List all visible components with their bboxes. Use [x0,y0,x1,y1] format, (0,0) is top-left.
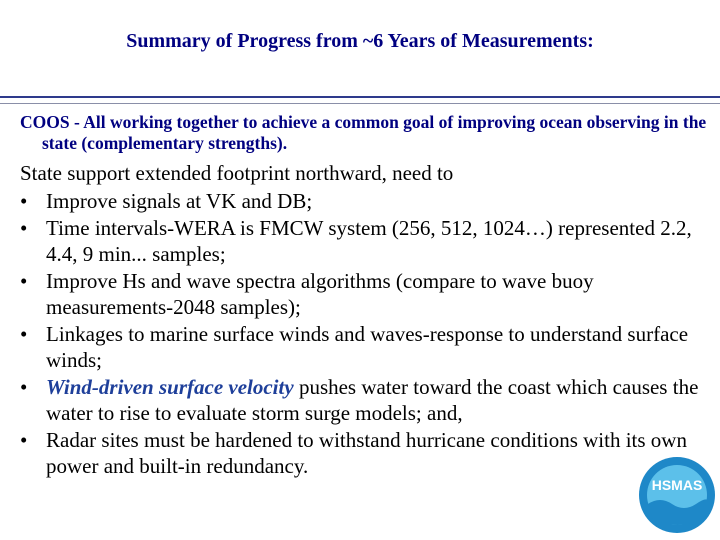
bullet-text: Linkages to marine surface winds and waves-response to understand surface winds; [46,322,689,372]
bullet-text: Improve signals at VK and DB; [46,189,313,213]
bullet-text: Radar sites must be hardened to withstand hurricane conditions with its own power and built-in redundancy. [46,428,687,478]
bullet-marker: • [20,428,28,452]
bullet-item [20,427,710,479]
bullet-marker: • [20,269,28,293]
bullet-marker: • [20,322,28,346]
header-divider-thin [0,103,720,104]
hsmas-logo [638,456,716,534]
logo-text: HSMAS [651,477,703,493]
page-title: Summary of Progress from ~6 Years of Measurements: [126,30,594,52]
bullet-marker: • [20,216,28,240]
bullet-list [20,188,710,480]
intro-paragraph: COOS - All working together to achieve a common goal of improving ocean observing in the state (complementary strengths). [20,112,707,153]
bullet-item [20,374,710,426]
bullet-text: Time intervals-WERA is FMCW system (256, 512, 1024…) represented 2.2, 4.4, 9 min... samples; [46,216,692,266]
bullet-item [20,321,710,373]
bullet-text: pushes water toward the coast which causes the water to rise to evaluate storm surge models; and, [46,375,699,425]
bullet-text: Improve Hs and wave spectra algorithms (compare to wave buoy measurements-2048 samples); [46,269,594,319]
lead-sentence: State support extended footprint northward, need to [20,161,454,185]
header-divider [0,96,720,98]
bullet-emphasis: Wind-driven surface velocity [46,375,294,399]
bullet-marker: • [20,375,28,399]
bullet-item [20,215,710,267]
bullet-marker: • [20,189,28,213]
bullet-item [20,188,710,214]
bullet-item [20,268,710,320]
